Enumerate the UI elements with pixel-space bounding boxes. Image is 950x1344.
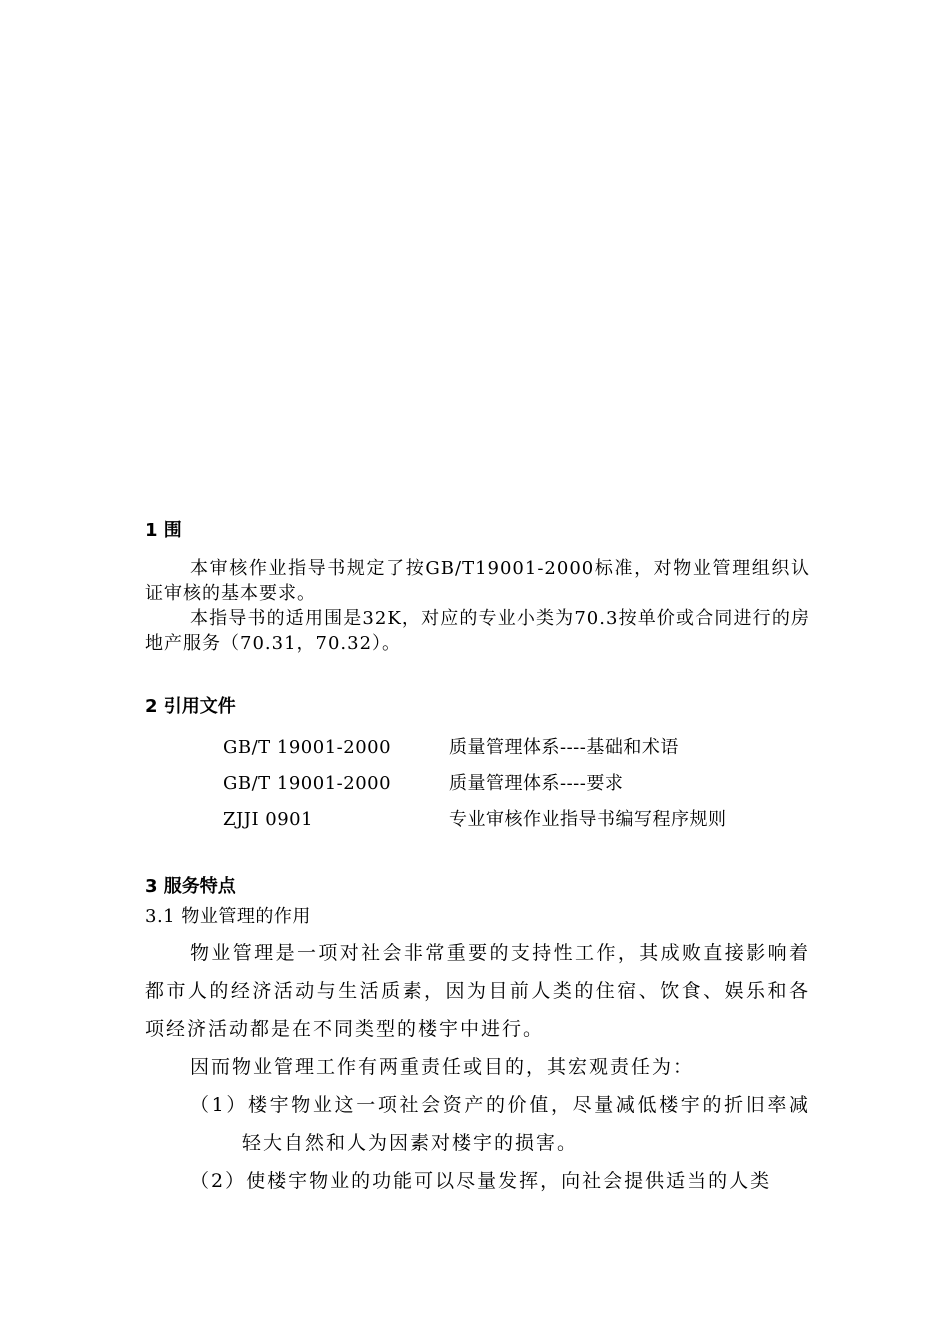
paragraph: 物业管理是一项对社会非常重要的支持性工作，其成败直接影响着都市人的经济活动与生活质素，因为目前人类的住宿、饮食、娱乐和各项经济活动都是在不同类型的楼宇中进行。	[145, 942, 810, 1040]
section-references	[145, 694, 810, 838]
list-item: （1）楼宇物业这一项社会资产的价值，尽量减低楼宇的折旧率减轻大自然和人为因素对楼宇的损害。	[190, 1094, 810, 1154]
reference-code: ZJJI 0901	[223, 809, 314, 830]
reference-row	[145, 766, 810, 802]
reference-title: 质量管理体系----基础和术语	[449, 737, 679, 758]
paragraph: 本指导书的适用围是32K，对应的专业小类为70.3按单价或合同进行的房地产服务（70.31，70.32）。	[145, 608, 810, 654]
reference-list	[145, 730, 810, 838]
list-item: （2）使楼宇物业的功能可以尽量发挥，向社会提供适当的人类	[190, 1170, 772, 1192]
section-heading: 2 引用文件	[145, 696, 236, 717]
reference-row	[145, 730, 810, 766]
section-service-features	[145, 874, 810, 1200]
reference-title: 质量管理体系----要求	[449, 773, 624, 794]
reference-title: 专业审核作业指导书编写程序规则	[449, 809, 727, 830]
paragraph: 因而物业管理工作有两重责任或目的，其宏观责任为：	[190, 1056, 695, 1078]
section-heading: 1 围	[145, 520, 182, 541]
section-heading: 3 服务特点	[145, 876, 236, 897]
paragraph: 本审核作业指导书规定了按GB/T19001-2000标准，对物业管理组织认证审核的基本要求。	[145, 558, 810, 604]
reference-code: GB/T 19001-2000	[223, 737, 392, 758]
subsection-heading: 3.1 物业管理的作用	[145, 906, 311, 927]
section-scope	[145, 518, 810, 656]
reference-row	[145, 802, 810, 838]
reference-code: GB/T 19001-2000	[223, 773, 392, 794]
